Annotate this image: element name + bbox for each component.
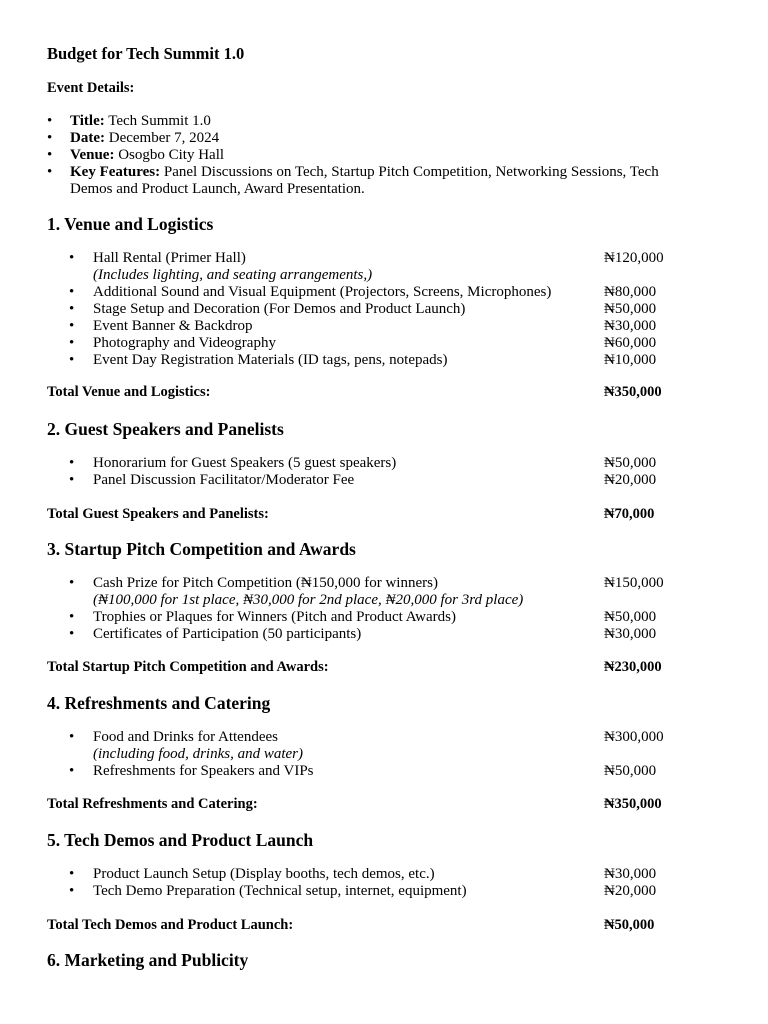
item-amount: ₦150,000 [604,575,664,591]
total-tech-demos [47,917,727,934]
total-amount: ₦230,000 [604,659,662,675]
item-description: • Food and Drinks for Attendees [93,729,278,745]
item-description: • Panel Discussion Facilitator/Moderator Fee [93,472,355,488]
item-description: • Trophies or Plaques for Winners (Pitch and Product Awards) [93,609,456,625]
item-description: • Hall Rental (Primer Hall) [93,250,246,266]
detail-venue [47,147,697,164]
detail-date [47,130,697,147]
detail-value: December 7, 2024 [104,130,220,146]
total-amount: ₦70,000 [604,506,655,522]
item-amount: ₦20,000 [604,883,657,899]
total-pitch-competition [47,659,727,676]
item-description: • Event Day Registration Materials (ID tags, pens, notepads) [93,352,448,368]
document-title: Budget for Tech Summit 1.0 [47,44,245,63]
budget-item [47,763,727,780]
section-heading-refreshments: 4. Refreshments and Catering [47,693,271,713]
item-amount: ₦60,000 [604,335,657,351]
budget-item [47,455,727,472]
item-amount: ₦30,000 [604,866,657,882]
detail-label: Venue: [70,147,115,163]
budget-item [47,626,727,643]
refreshments-items [47,729,727,780]
total-amount: ₦50,000 [604,917,655,933]
section-heading-venue-logistics: 1. Venue and Logistics [47,214,214,234]
item-description: • Event Banner & Backdrop [93,318,253,334]
item-description: • Photography and Videography [93,335,276,351]
guest-speakers-items [47,455,727,489]
total-refreshments [47,796,727,813]
budget-item [47,318,727,335]
item-description: • Stage Setup and Decoration (For Demos and Product Launch) [93,301,466,317]
item-description: • Certificates of Participation (50 participants) [93,626,362,642]
budget-item [47,729,727,763]
item-amount: ₦50,000 [604,455,657,471]
item-description: • Product Launch Setup (Display booths, tech demos, etc.) [93,866,435,882]
section-heading-pitch-competition: 3. Startup Pitch Competition and Awards [47,539,356,559]
detail-title [47,113,697,130]
item-amount: ₦80,000 [604,284,657,300]
detail-label: Date: [70,130,105,146]
total-amount: ₦350,000 [604,384,662,400]
item-amount: ₦120,000 [604,250,664,266]
total-guest-speakers [47,506,727,523]
budget-item [47,250,727,284]
item-amount: ₦20,000 [604,472,657,488]
item-description: • Refreshments for Speakers and VIPs [93,763,314,779]
item-description: • Honorarium for Guest Speakers (5 guest speakers) [93,455,397,471]
section-heading-marketing: 6. Marketing and Publicity [47,950,249,970]
detail-key-features [47,164,697,198]
item-description: • Cash Prize for Pitch Competition (₦150,000 for winners) [93,575,438,591]
item-note: (Includes lighting, and seating arrangements,) [93,267,373,283]
venue-logistics-items [47,250,727,369]
budget-item [47,883,727,900]
total-label: Total Guest Speakers and Panelists: [47,506,269,522]
section-heading-guest-speakers: 2. Guest Speakers and Panelists [47,419,284,439]
item-description: • Additional Sound and Visual Equipment (Projectors, Screens, Microphones) [93,284,552,300]
item-amount: ₦10,000 [604,352,657,368]
item-amount: ₦30,000 [604,318,657,334]
budget-item [47,866,727,883]
item-description: • Tech Demo Preparation (Technical setup, internet, equipment) [93,883,467,899]
total-label: Total Refreshments and Catering: [47,796,258,812]
item-note: (including food, drinks, and water) [93,746,303,762]
detail-label: Key Features: [70,164,161,180]
tech-demos-items [47,866,727,900]
item-note: (₦100,000 for 1st place, ₦30,000 for 2nd place, ₦20,000 for 3rd place) [93,592,524,608]
detail-value: Osogbo City Hall [114,147,225,163]
budget-item [47,335,727,352]
detail-value: Panel Discussions on Tech, Startup Pitch Competition, Networking Sessions, Tech Demos and Product Launch, Award Presentation. [70,164,659,197]
item-amount: ₦50,000 [604,763,657,779]
total-label: Total Venue and Logistics: [47,384,211,400]
budget-item [47,352,727,369]
event-details-heading: Event Details: [47,80,135,96]
budget-item [47,472,727,489]
total-label: Total Startup Pitch Competition and Awards: [47,659,329,675]
section-heading-tech-demos: 5. Tech Demos and Product Launch [47,830,314,850]
detail-label: Title: [70,113,105,129]
detail-value: Tech Summit 1.0 [104,113,211,129]
budget-item [47,284,727,301]
item-amount: ₦50,000 [604,609,657,625]
budget-item [47,609,727,626]
item-amount: ₦50,000 [604,301,657,317]
item-amount: ₦30,000 [604,626,657,642]
budget-item [47,301,727,318]
total-venue-logistics [47,384,727,401]
total-amount: ₦350,000 [604,796,662,812]
total-label: Total Tech Demos and Product Launch: [47,917,294,933]
event-details-list [47,113,697,198]
item-amount: ₦300,000 [604,729,664,745]
budget-item [47,575,727,609]
pitch-competition-items [47,575,727,643]
